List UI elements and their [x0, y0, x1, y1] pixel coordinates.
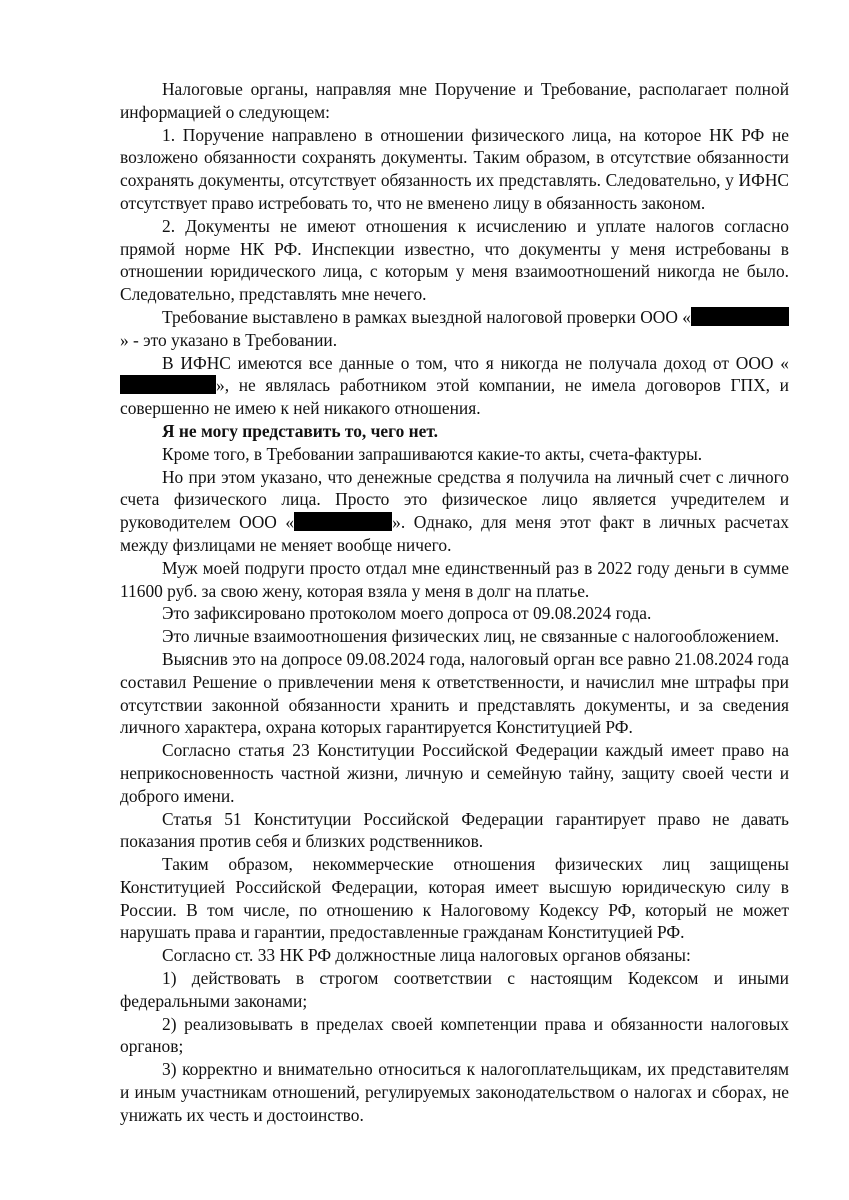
list-item: 3) корректно и внимательно относиться к налогоплательщикам, их представителям и иным участникам отношений, регулируемых законодательством о налогах и сборах, не унижать их честь и достоинство. [120, 1059, 789, 1125]
paragraph-text: » - это указано в Требовании. [120, 329, 338, 350]
paragraph-text: В ИФНС имеются все данные о том, что я никогда не получала доход от ООО « [162, 352, 789, 373]
paragraph [120, 352, 789, 420]
paragraph: 1. Поручение направлено в отношении физического лица, на которое НК РФ не возложено обязанности сохранять документы. Таким образом, в отсутствие обязанности сохранять документы, отсутствует обязанность их представлять. Следовательно, у ИФНС отсутствует право истребовать то, что не вменено лицу в обязанность законом. [120, 124, 789, 213]
paragraph: Налоговые органы, направляя мне Поручение и Требование, располагает полной информацией о следующем: [120, 79, 789, 122]
paragraph-text: », не являлась работником этой компании, не имела договоров ГПХ, и совершенно не имею к ней никакого отношения. [120, 375, 789, 419]
paragraph-text: ». Однако, для меня этот факт в личных расчетах между физлицами не меняет вообще ничего. [120, 512, 789, 555]
paragraph [120, 306, 789, 352]
paragraph [120, 466, 789, 557]
paragraph-text: Но при этом указано, что денежные средства я получила на личный счет с личного счета физического лица. Просто это физическое лицо является учредителем и руководителем ООО « [120, 466, 789, 533]
paragraph-text: Требование выставлено в рамках выездной налоговой проверки ООО « [162, 306, 691, 327]
paragraph: Кроме того, в Требовании запрашиваются какие-то акты, счета-фактуры. [162, 443, 703, 464]
paragraph: Это зафиксировано протоколом моего допроса от 09.08.2024 года. [162, 603, 652, 624]
paragraph: Согласно ст. 33 НК РФ должностные лица налоговых органов обязаны: [162, 945, 691, 966]
paragraph: Выяснив это на допросе 09.08.2024 года, налоговый орган все равно 21.08.2024 года составил Решение о привлечении меня к ответственности, и начислил мне штрафы при отсутствии законной обязанности хранить и представлять документы, и за сведения личного характера, охрана которых гарантируется Конституцией РФ. [120, 648, 789, 738]
list-item: 2) реализовывать в пределах своей компетенции права и обязанности налоговых органов; [120, 1013, 789, 1057]
paragraph: Муж моей подруги просто отдал мне единственный раз в 2022 году деньги в сумме 11600 руб. за свою жену, которая взяла у меня в долг на платье. [120, 557, 789, 601]
redaction-block [294, 512, 392, 531]
list-item: 1) действовать в строгом соответствии с настоящим Кодексом и иными федеральными законами; [120, 968, 789, 1011]
paragraph: Статья 51 Конституции Российской Федерации гарантирует право не давать показания против себя и близких родственников. [120, 808, 789, 852]
emphasis-paragraph: Я не могу представить то, чего нет. [162, 420, 438, 441]
paragraph: Согласно статья 23 Конституции Российской Федерации каждый имеет право на неприкосновенность частной жизни, личную и семейную тайну, защиту своей чести и доброго имени. [120, 740, 789, 806]
redaction-block [120, 375, 216, 394]
redaction-block [691, 307, 789, 326]
document-page [120, 78, 789, 1127]
paragraph: Это личные взаимоотношения физических лиц, не связанные с налогообложением. [162, 626, 780, 647]
paragraph: Таким образом, некоммерческие отношения физических лиц защищены Конституцией Российской Федерации, которая имеет высшую юридическую силу в России. В том числе, по отношению к Налоговому Кодексу РФ, который не может нарушать права и гарантии, предоставленные гражданам Конституцией РФ. [120, 854, 789, 943]
paragraph: 2. Документы не имеют отношения к исчислению и уплате налогов согласно прямой норме НК РФ. Инспекции известно, что документы у меня истребованы в отношении юридического лица, с которым у меня взаимоотношений никогда не было. Следовательно, представлять мне нечего. [120, 215, 789, 305]
